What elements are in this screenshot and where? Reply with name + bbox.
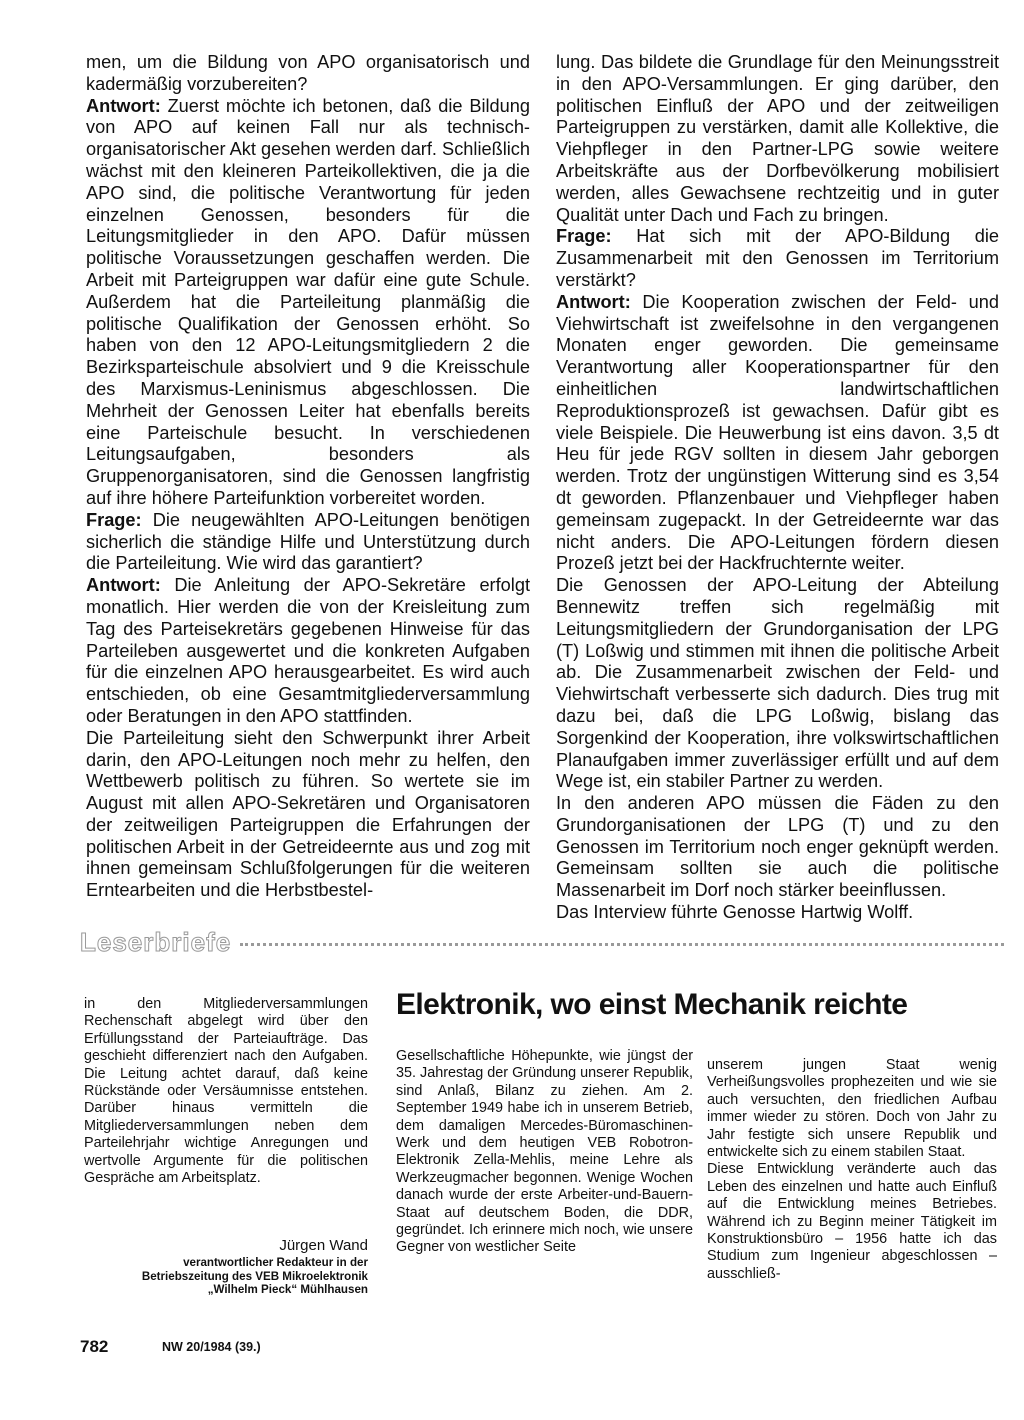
answer-text: Zuerst möchte ich betonen, daß die Bildung von APO auf keinen Fall nur als technisch-organisatorischer Akt gesehen werden darf. Schließlich wächst mit den kleineren Parteikollektiven, die ja die APO sind, die politische Verantwortung für jeden einzelnen Genossen, besonders für die Leitungsmitglieder in den APO. Dafür müssen politische Voraussetzungen geschaffen werden. Die Arbeit mit Parteigruppen war dafür eine gute Schule. Außerdem hat die Parteileitung planmäßig die politische Qualifikation der Genossen erhöht. So haben von den 12 APO-Leitungsmitgliedern 2 die Bezirksparteischule absolviert und 9 die Kreisschule des Marxismus-Leninismus abgeschlossen. Die Mehrheit der Genossen Leiter hat ebenfalls bereits eine Parteischule besucht. In verschiedenen Leitungsaufgaben, besonders als Gruppenorganisatoren, sind die Genossen langfristig auf ihre höhere Parteifunktion vorbereitet worden. <box>86 95 530 508</box>
letter-paragraph: unserem jungen Staat wenig Verheißungsvolles prophezeiten und wie sie auch versuchten, den friedlichen Aufbau immer wieder zu stören. Doch von Jahr zu Jahr festigte sich unsere Republik und entwickelte sich zu einem stabilen Staat. <box>707 1057 997 1161</box>
answer-label: Antwort: <box>86 95 161 116</box>
letter-paragraph: Gesellschaftliche Höhepunkte, wie jüngst der 35. Jahrestag der Gründung unserer Republik, sind Anlaß, Bilanz zu ziehen. Am 2. September 1949 habe ich in unserem Betrieb, dem damaligen Mercedes-Büromaschinen-Werk und dem heutigen VEB Robotron-Elektronik Zella-Mehlis, meine Lehre als Werkzeugmacher begonnen. Wenige Wochen danach wurde der erste Arbeiter-und-Bauern-Staat auf deutschem Boden, die DDR, gegründet. Ich erinnere mich noch, wie unsere Gegner von westlicher Seite <box>396 1048 693 1256</box>
issue-reference: NW 20/1984 (39.) <box>162 1340 261 1354</box>
question-text: Die neugewählten APO-Leitungen benötigen sicherlich die ständige Hilfe und Unterstützung durch die Parteileitung. Wie wird das garantiert? <box>86 509 530 574</box>
author-role-line: verantwortlicher Redakteur in der <box>183 1256 368 1269</box>
page-footer <box>80 1337 580 1361</box>
author-role-line: „Wilhelm Pieck“ Mühlhausen <box>207 1283 368 1297</box>
question-paragraph <box>556 226 999 291</box>
answer-paragraph <box>556 292 999 575</box>
author-name: Jürgen Wand <box>279 1237 368 1254</box>
paragraph <box>86 52 530 96</box>
question-label: Frage: <box>556 226 612 247</box>
question-label: Frage: <box>86 509 142 530</box>
paragraph-text: men, um die Bildung von APO organisatorisch und kadermäßig vorzubereiten? <box>86 52 530 94</box>
answer-label: Antwort: <box>86 575 161 596</box>
paragraph-text: Die Parteileitung sieht den Schwerpunkt ihrer Arbeit darin, den APO-Leitungen noch mehr zu helfen, den Wettbewerb politisch zu führen. So wertete sie im August mit allen APO-Sekretären und Organisatoren der zeitweiligen Parteigruppen die Erfahrungen der politischen Arbeit in der Getreideernte aus und zog mit ihnen gemeinsam Schlußfolgerungen für die weiteren Erntearbeiten und die Herbstbestel- <box>86 727 530 901</box>
answer-text: Die Anleitung der APO-Sekretäre erfolgt monatlich. Hier werden die von der Kreisleitung zum Tag des Parteisekretärs gegebenen Hinweise für das Parteileben ausgewertet und die konkreten Aufgaben für die einzelnen APO herausgearbeitet. Es wird auch entschieden, ob eine Gesamtmitgliederversammlung oder Beratungen in den APO stattfinden. <box>86 575 530 726</box>
letter-paragraph: Diese Entwicklung veränderte auch das Leben des einzelnen und hatte auch Einfluß auf die Entwicklung meines Betriebes. Während ich zu Beginn meiner Tätigkeit im Konstruktionsbüro – 1956 hatte ich das Studium zum Ingenieur abgeschlossen – ausschließ- <box>707 1161 997 1282</box>
answer-paragraph <box>86 575 530 728</box>
page-number: 782 <box>80 1337 109 1356</box>
paragraph-text: In den anderen APO müssen die Fäden zu den Grundorganisationen der LPG (T) und zu den Genossen im Territorium noch enger geknüpft werden. Gemeinsam sollten sie auch die politische Massenarbeit im Dorf noch stärker beeinflussen. <box>556 793 999 901</box>
paragraph-text: Die Genossen der APO-Leitung der Abteilung Bennewitz treffen sich regelmäßig mit Leitungsmitgliedern der Grundorganisation der LPG (T) Loßwig und stimmen mit ihnen die politische Arbeit ab. Die Zusammenarbeit zwischen der Feld- und Viehwirtschaft verbesserte sich dadurch. Dies trug mit dazu bei, daß die LPG Loßwig, bislang das Sorgenkind der Kooperation, ihre volkswirtschaftlichen Planaufgaben immer zuverlässiger erfüllt und auf dem Wege ist, ein stabiler Partner zu werden. <box>556 575 999 792</box>
rubric-divider <box>240 943 1004 946</box>
answer-label: Antwort: <box>556 291 631 312</box>
letter-two-left-column <box>396 1048 693 1257</box>
letter-headline: Elektronik, wo einst Mechanik reichte <box>396 988 908 1021</box>
paragraph <box>556 52 999 226</box>
interview-left-column <box>86 52 530 902</box>
interview-right-column <box>556 52 999 924</box>
paragraph-text: lung. Das bildete die Grundlage für den Meinungsstreit in den APO-Versammlungen. Er ging darüber, den politischen Einfluß der APO und der zeitweiligen Parteigruppen zu verstärken, damit alle Kollektive, die Viehpfleger in den Partner-LPG sowie weitere Arbeitskräfte aus der Dorfbevölkerung mobilisiert werden, alles Gewachsene rechtzeitig und in guter Qualität unter Dach und Fach zu bringen. <box>556 52 999 225</box>
answer-paragraph <box>86 96 530 510</box>
letter-one-body <box>84 996 368 1187</box>
paragraph <box>556 575 999 793</box>
credit-text: Das Interview führte Genosse Hartwig Wolff. <box>556 902 914 923</box>
question-paragraph <box>86 510 530 575</box>
interview-credit <box>556 902 999 924</box>
paragraph <box>86 728 530 902</box>
section-rubric <box>80 924 1004 960</box>
rubric-title: Leserbriefe <box>80 927 232 957</box>
question-text: Hat sich mit der APO-Bildung die Zusammenarbeit mit den Genossen im Territorium verstärkt? <box>556 226 999 290</box>
answer-text: Die Kooperation zwischen der Feld- und Viehwirtschaft ist zweifelsohne in den vergangenen Monaten enger geworden. Die gemeinsame Verantwortung aller Kooperationspartner für den einheitlichen landwirtschaftlichen Reproduktionsprozeß ist gewachsen. Dafür gibt es viele Beispiele. Die Heuwerbung ist eins davon. 3,5 dt Heu für jede RGV sollten in diesem Jahr geborgen werden. Trotz der ungünstigen Witterung sind es 3,54 dt geworden. Pflanzenbauer und Viehpfleger haben gemeinsam zugepackt. In der Getreideernte war das nicht anders. Die APO-Leitungen fördern diesen Prozeß jetzt bei der Hackfruchternte weiter. <box>556 291 999 574</box>
author-role-line: Betriebszeitung des VEB Mikroelektronik <box>141 1269 368 1283</box>
letter-signature <box>84 1236 368 1297</box>
letter-paragraph: in den Mitgliederversammlungen Rechenschaft abgelegt wird über den Erfüllungsstand der Parteiaufträge. Das geschieht differenziert nach den Aufgaben. Die Leitung achtet darauf, daß keine Rückstände oder Versäumnisse entstehen. Darüber hinaus vermitteln die Mitgliederversammlungen neben dem Parteilehrjahr wichtige Anregungen und wertvolle Argumente für die politischen Gespräche am Arbeitsplatz. <box>84 996 368 1187</box>
letter-two-right-column <box>707 1057 997 1283</box>
paragraph <box>556 793 999 902</box>
